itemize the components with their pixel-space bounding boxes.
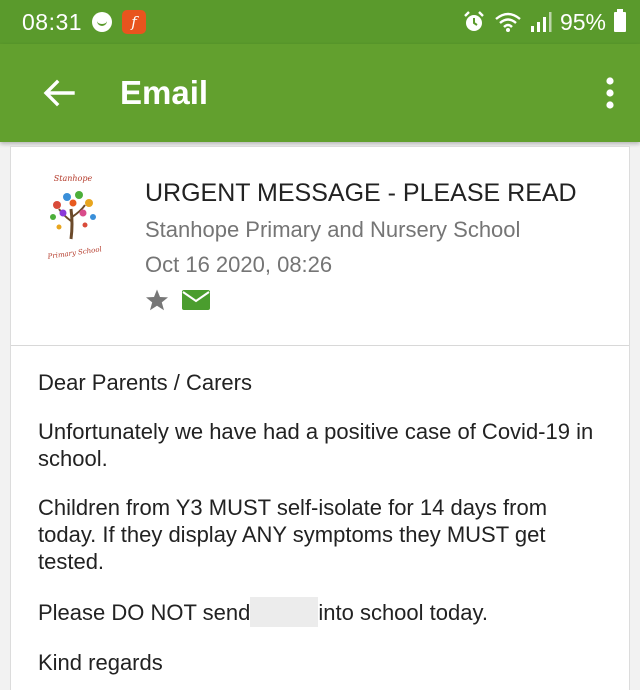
star-icon[interactable]: [145, 288, 169, 312]
email-greeting: Dear Parents / Carers: [38, 370, 252, 395]
overflow-menu-button[interactable]: [580, 44, 640, 142]
arrow-left-icon: [43, 79, 75, 107]
status-bar: [0, 0, 640, 44]
email-paragraph: [38, 597, 608, 627]
email-closing: Kind regards: [38, 650, 163, 675]
email-paragraph: Children from Y3 MUST self-isolate for 14 days from today. If they display ANY symptoms they MUST get tested.: [38, 495, 548, 574]
alarm-icon: [462, 10, 486, 34]
app-notification-icon: f: [122, 10, 146, 34]
divider: [11, 345, 629, 346]
battery-icon: [614, 12, 626, 32]
envelope-icon[interactable]: [181, 289, 211, 311]
logo-top-text: Stanhope: [53, 174, 93, 183]
school-logo: [33, 169, 117, 261]
email-paragraph: Unfortunately we have had a positive case of Covid-19 in school.: [38, 419, 594, 471]
email-actions: [145, 288, 211, 312]
signal-icon: [530, 11, 552, 33]
more-vert-icon: [605, 77, 615, 109]
email-sender[interactable]: Stanhope Primary and Nursery School: [145, 217, 521, 242]
email-body: [38, 369, 608, 690]
page-title: Email: [120, 74, 209, 111]
battery-level: 95%: [559, 8, 606, 35]
wifi-icon: [494, 11, 522, 33]
whatsapp-icon: [92, 12, 112, 32]
paragraph-text: into school today.: [318, 600, 488, 625]
logo-bottom-text: Primary School: [47, 245, 103, 261]
redacted-text: [250, 597, 318, 627]
app-bar: [0, 44, 640, 142]
email-date: Oct 16 2020, 08:26: [145, 252, 333, 277]
status-time: 08:31: [22, 8, 83, 35]
back-button[interactable]: [0, 44, 120, 142]
paragraph-text: Please DO NOT send: [38, 600, 251, 625]
email-card: [10, 146, 630, 690]
email-subject: URGENT MESSAGE - PLEASE READ: [145, 179, 577, 207]
